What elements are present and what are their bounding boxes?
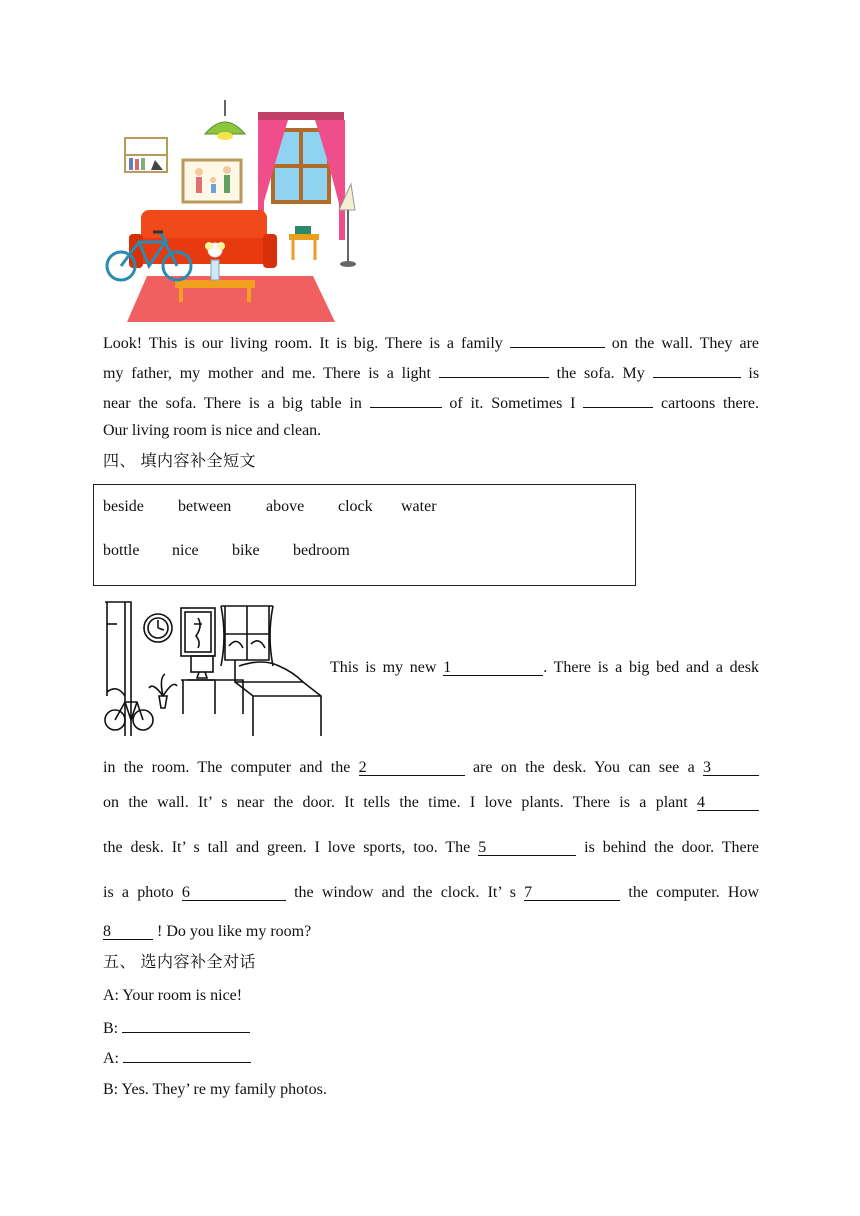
text: . There is a big bed and a desk	[543, 659, 760, 676]
blank-3[interactable]: 3	[703, 759, 759, 776]
text: the desk. It’ s tall and green. I love sports, too. The	[103, 839, 471, 856]
bedroom-illustration	[103, 596, 327, 736]
word-option: above	[266, 498, 305, 515]
word-option: between	[178, 498, 232, 515]
text: of it. Sometimes I	[449, 395, 576, 412]
answer-blank[interactable]	[510, 331, 605, 348]
text: are on the desk. You can see a	[472, 759, 695, 776]
word-bank-box	[93, 484, 636, 586]
answer-blank[interactable]	[370, 391, 442, 408]
living-room-illustration	[103, 100, 363, 322]
text: on the wall. They are	[611, 335, 760, 352]
blank-7[interactable]: 7	[524, 884, 620, 901]
passage1-line: Our living room is nice and clean.	[103, 422, 322, 439]
text: is	[748, 365, 760, 382]
text: is a photo	[103, 884, 174, 901]
text: on the wall. It’ s near the door. It tells the time. I love plants. There is a plant	[103, 794, 688, 811]
blank-5[interactable]: 5	[478, 839, 576, 856]
section-4-heading: 四、 填内容补全短文	[103, 453, 257, 470]
blank-1[interactable]: 1	[443, 659, 543, 676]
word-option: beside	[103, 498, 144, 515]
text: my father, my mother and me. There is a light	[103, 365, 431, 382]
blank-8[interactable]: 8	[103, 923, 153, 940]
text: is behind the door. There	[584, 839, 760, 856]
word-option: water	[401, 498, 437, 515]
text: the computer. How	[628, 884, 760, 901]
word-option: bike	[232, 542, 260, 559]
dialogue-line: A: Your room is nice!	[103, 987, 243, 1004]
word-option: bedroom	[293, 542, 350, 559]
word-option: clock	[338, 498, 373, 515]
blank-6[interactable]: 6	[182, 884, 286, 901]
text: the sofa. My	[556, 365, 645, 382]
passage2-line	[103, 883, 759, 903]
dialogue-line	[103, 1016, 759, 1039]
answer-blank[interactable]	[583, 391, 653, 408]
passage1-line	[103, 391, 759, 414]
speaker-label: A:	[103, 1050, 119, 1067]
passage2-line	[330, 658, 759, 678]
answer-blank[interactable]	[122, 1016, 250, 1033]
dialogue-line: B: Yes. They’ re my family photos.	[103, 1081, 327, 1098]
passage1-line	[103, 361, 759, 384]
text: the window and the clock. It’ s	[294, 884, 516, 901]
text: in the room. The computer and the	[103, 759, 351, 776]
dialogue-line	[103, 1046, 759, 1069]
text: This is my new	[330, 659, 437, 676]
passage2-line	[103, 758, 759, 778]
passage1-line	[103, 331, 759, 354]
passage2-line	[103, 793, 759, 813]
text: ! Do you like my room?	[157, 923, 312, 940]
section-5-heading: 五、 选内容补全对话	[103, 954, 257, 971]
text: Look! This is our living room. It is big. There is a family	[103, 335, 503, 352]
passage2-line	[103, 838, 759, 858]
word-option: nice	[172, 542, 199, 559]
text: near the sofa. There is a big table in	[103, 395, 362, 412]
answer-blank[interactable]	[439, 361, 549, 378]
blank-4[interactable]: 4	[697, 794, 759, 811]
speaker-label: B:	[103, 1020, 119, 1037]
answer-blank[interactable]	[123, 1046, 251, 1063]
answer-blank[interactable]	[653, 361, 741, 378]
text: cartoons there.	[661, 395, 760, 412]
word-option: bottle	[103, 542, 140, 559]
blank-2[interactable]: 2	[359, 759, 465, 776]
passage2-line	[103, 922, 759, 942]
